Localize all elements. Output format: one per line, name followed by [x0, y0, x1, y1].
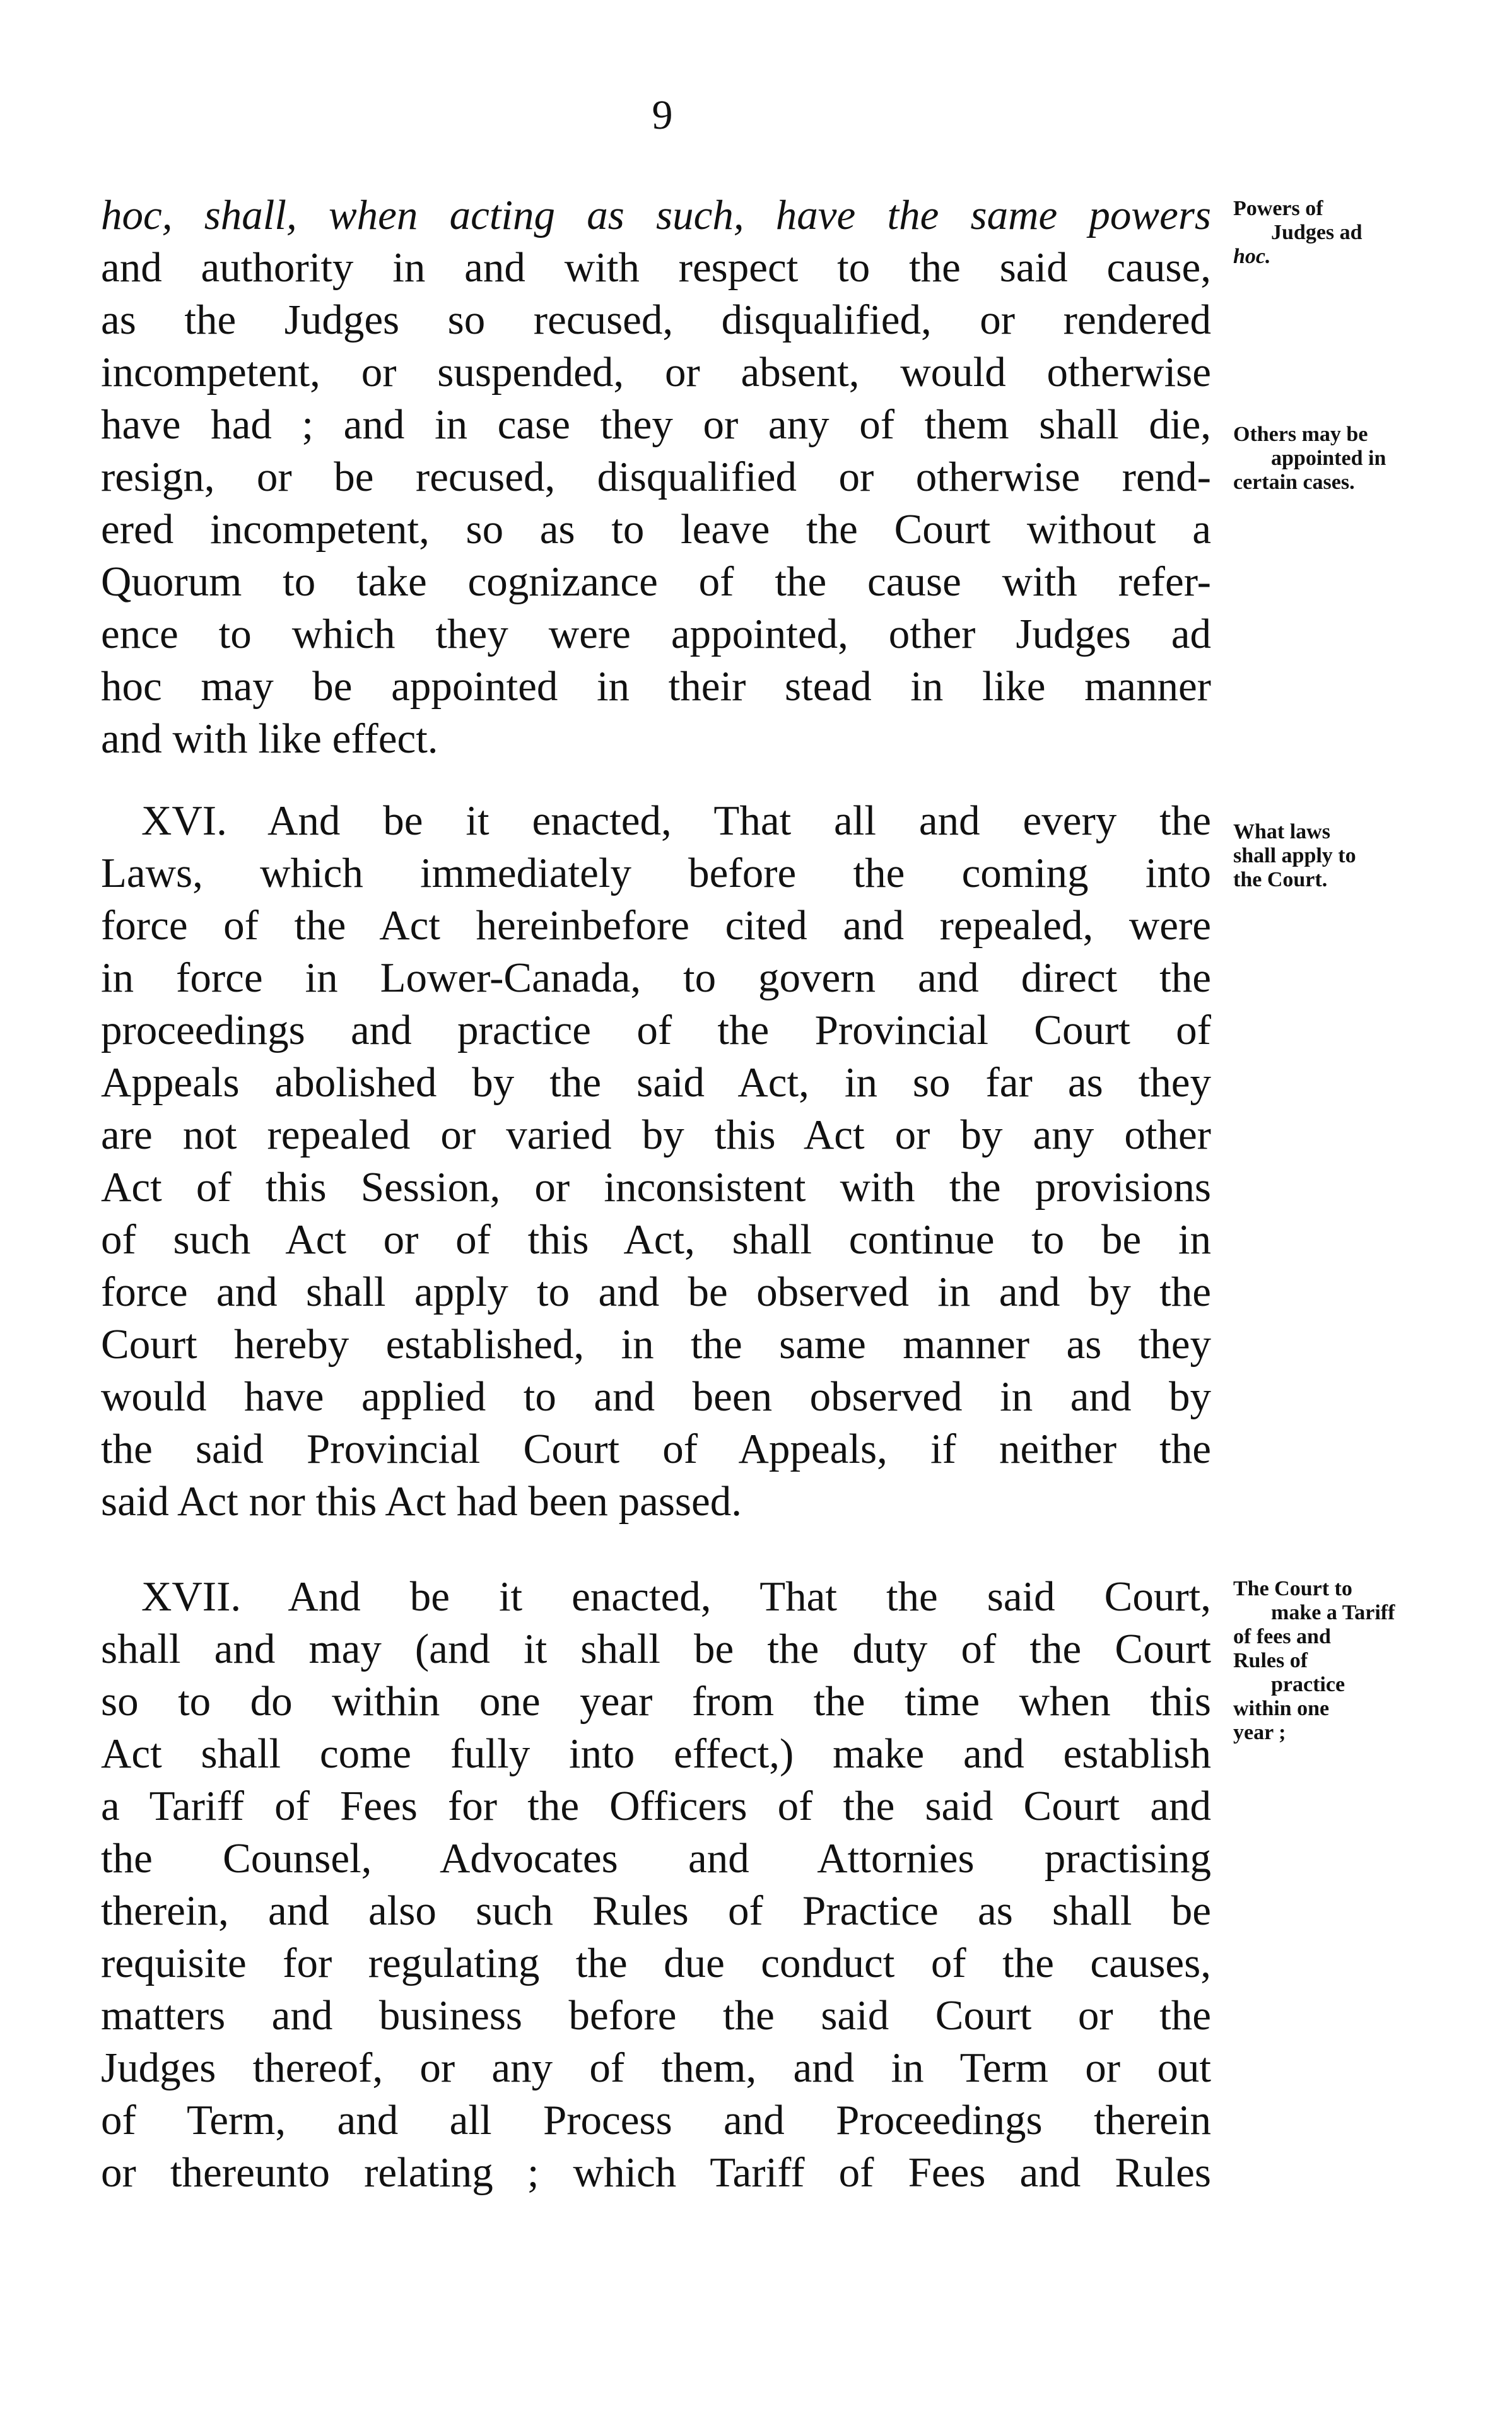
margin-note-line: practice — [1271, 1673, 1345, 1696]
text-line: requisite for regulating the due conduct of the causes, — [101, 1940, 1211, 1986]
margin-note-line: certain cases. — [1233, 471, 1355, 494]
text-line: have had ; and in case they or any of them shall die, — [101, 401, 1211, 448]
margin-note-what-laws-shall-apply — [1233, 820, 1486, 892]
text-line: force of the Act hereinbefore cited and repealed, were — [101, 902, 1211, 949]
margin-note-others-may-be-appointed — [1233, 423, 1486, 495]
margin-note-court-to-make-tariff — [1233, 1577, 1486, 1745]
text-line: resign, or be recused, disqualified or otherwise rend- — [101, 454, 1211, 500]
margin-note-line: Others may be — [1233, 423, 1368, 446]
text-line: force and shall apply to and be observed in and by the — [101, 1269, 1211, 1315]
text-line: as the Judges so recused, disqualified, or rendered — [101, 296, 1211, 343]
text-line: proceedings and practice of the Provincial Court of — [101, 1007, 1211, 1053]
text-line: hoc may be appointed in their stead in like manner — [101, 663, 1211, 710]
margin-note-line-content: hoc. — [1233, 245, 1271, 268]
text-line: ered incompetent, so as to leave the Court without a — [101, 506, 1211, 553]
paragraph-section-xvi — [101, 795, 1211, 1528]
margin-note-line: shall apply to — [1233, 844, 1356, 867]
text-line: XVI. And be it enacted, That all and every the — [141, 797, 1211, 844]
margin-note-line: the Court. — [1233, 868, 1328, 891]
text-line: of Term, and all Process and Proceedings therein — [101, 2097, 1211, 2143]
margin-note-line: Rules of — [1233, 1649, 1308, 1672]
margin-note-line: The Court to — [1233, 1577, 1352, 1600]
text-line: so to do within one year from the time when this — [101, 1678, 1211, 1725]
text-line: XVII. And be it enacted, That the said Court, — [141, 1573, 1211, 1620]
text-line: would have applied to and been observed in and by — [101, 1373, 1211, 1420]
margin-note-line: of fees and — [1233, 1625, 1331, 1648]
margin-note-line: appointed in — [1271, 447, 1386, 470]
margin-note-line — [1233, 245, 1486, 269]
margin-note-line: make a Tariff — [1271, 1601, 1395, 1624]
text-line: or thereunto relating ; which Tariff of Fees and Rules — [101, 2149, 1211, 2196]
page-number: 9 — [652, 92, 673, 138]
text-line: Court hereby established, in the same manner as they — [101, 1321, 1211, 1368]
text-line: incompetent, or suspended, or absent, would otherwise — [101, 349, 1211, 396]
text-line: the said Provincial Court of Appeals, if neither the — [101, 1426, 1211, 1472]
margin-note-line: Judges ad — [1271, 221, 1363, 244]
text-line: of such Act or of this Act, shall continue to be in — [101, 1216, 1211, 1263]
text-line: and with like effect. — [101, 715, 438, 762]
text-line: therein, and also such Rules of Practice as shall be — [101, 1887, 1211, 1934]
paragraph-section-xvii — [101, 1571, 1211, 2199]
text-line — [101, 189, 1211, 242]
text-line: shall and may (and it shall be the duty of the Court — [101, 1626, 1211, 1672]
text-line: a Tariff of Fees for the Officers of the said Court and — [101, 1783, 1211, 1829]
margin-note-line: What laws — [1233, 820, 1330, 843]
text-line: said Act nor this Act had been passed. — [101, 1478, 742, 1525]
text-line: Act shall come fully into effect,) make and establish — [101, 1730, 1211, 1777]
text-line: matters and business before the said Court or the — [101, 1992, 1211, 2039]
margin-note-line: Powers of — [1233, 197, 1323, 220]
margin-note-powers-of-judges — [1233, 197, 1486, 269]
text-line: are not repealed or varied by this Act or by any other — [101, 1111, 1211, 1158]
text-line: in force in Lower-Canada, to govern and direct the — [101, 954, 1211, 1001]
text-line: Act of this Session, or inconsistent with the provisions — [101, 1164, 1211, 1211]
text-line: ence to which they were appointed, other Judges ad — [101, 611, 1211, 657]
text-line: Appeals abolished by the said Act, in so far as they — [101, 1059, 1211, 1106]
text-line-content: hoc, shall, when acting as such, have the same powers — [101, 192, 1211, 238]
text-line: Judges thereof, or any of them, and in Term or out — [101, 2044, 1211, 2091]
text-line: and authority in and with respect to the said cause, — [101, 244, 1211, 291]
text-line: Laws, which immediately before the coming into — [101, 850, 1211, 896]
text-line: the Counsel, Advocates and Attornies practising — [101, 1835, 1211, 1882]
text-line: Quorum to take cognizance of the cause with refer- — [101, 558, 1211, 605]
margin-note-line: within one — [1233, 1697, 1330, 1720]
paragraph-continuation — [101, 189, 1211, 765]
margin-note-line: year ; — [1233, 1721, 1286, 1744]
